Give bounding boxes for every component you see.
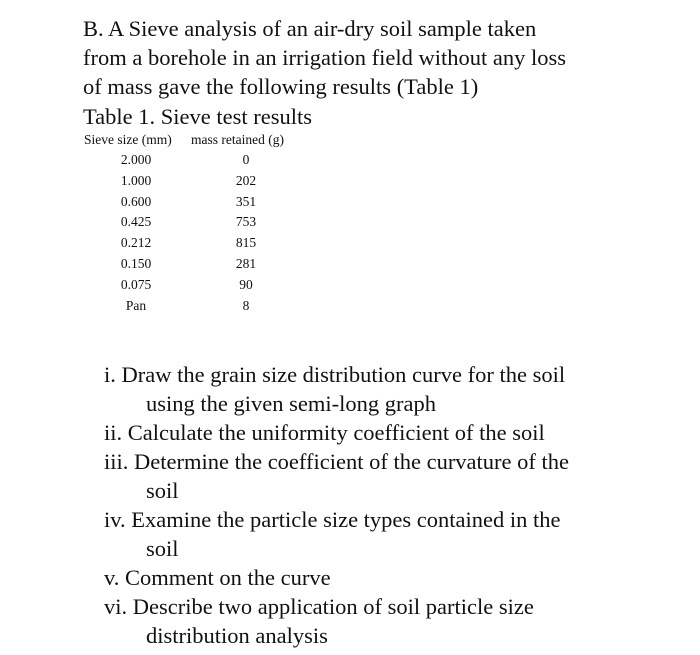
question-text-continued: distribution analysis: [146, 623, 328, 648]
problem-line: of mass gave the following results (Table 1): [83, 74, 479, 99]
problem-line: from a borehole in an irrigation field without any loss: [83, 45, 567, 70]
table-row: [0, 192, 320, 213]
question-text: v. Comment on the curve: [104, 565, 331, 590]
table-row: [0, 233, 320, 254]
table-title: Table 1. Sieve test results: [83, 104, 312, 129]
table-row: [0, 212, 320, 233]
cell-sieve-size: 0.212: [120, 235, 152, 251]
table-row: [0, 296, 320, 317]
cell-sieve-size: 2.000: [120, 152, 152, 167]
problem-line: B. A Sieve analysis of an air-dry soil sample taken: [83, 16, 537, 41]
problem-statement: [83, 14, 683, 101]
question-text-continued: soil: [146, 536, 179, 561]
cell-mass-retained: 351: [235, 193, 257, 209]
cell-mass-retained: 753: [235, 214, 257, 230]
cell-mass-retained: 815: [235, 235, 257, 251]
cell-sieve-size: 0.600: [120, 193, 152, 209]
question-item: [104, 592, 664, 650]
cell-mass-retained: 281: [235, 255, 257, 271]
question-list: [104, 360, 664, 650]
question-item: [104, 418, 664, 447]
cell-mass-retained: 90: [239, 276, 253, 292]
header-sieve-size: Sieve size (mm): [84, 132, 172, 147]
question-text-continued: using the given semi-long graph: [146, 391, 436, 416]
question-item: [104, 447, 664, 505]
question-text: ii. Calculate the uniformity coefficient of the soil: [104, 420, 545, 445]
cell-sieve-size: 1.000: [120, 172, 152, 188]
table-row: [0, 171, 320, 192]
question-text: iv. Examine the particle size types contained in the: [104, 507, 561, 532]
question-text: iii. Determine the coefficient of the curvature of the: [104, 449, 570, 474]
cell-sieve-size: 0.075: [120, 276, 152, 292]
question-item: [104, 505, 664, 563]
table-row: [0, 150, 320, 171]
question-text: vi. Describe two application of soil particle size: [104, 594, 534, 619]
question-item: [104, 360, 664, 418]
question-text-continued: soil: [146, 478, 179, 503]
sieve-table: [0, 150, 320, 316]
cell-mass-retained: 8: [242, 297, 250, 313]
cell-sieve-size: 0.150: [120, 255, 152, 271]
cell-mass-retained: 0: [242, 152, 250, 167]
cell-sieve-size: Pan: [125, 297, 147, 313]
cell-mass-retained: 202: [235, 172, 257, 188]
header-mass-retained: mass retained (g): [191, 132, 284, 147]
question-text: i. Draw the grain size distribution curve for the soil: [104, 362, 566, 387]
cell-sieve-size: 0.425: [120, 214, 152, 230]
question-item: [104, 563, 664, 592]
table-row: [0, 275, 320, 296]
table-header-row: [84, 131, 284, 149]
table-row: [0, 254, 320, 275]
